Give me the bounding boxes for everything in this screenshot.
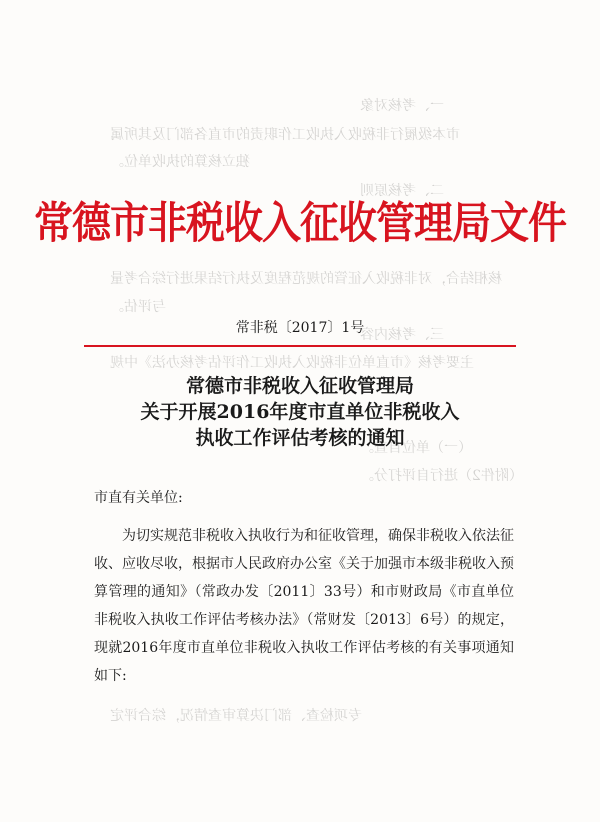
red-separator-line <box>84 345 516 347</box>
bleed-through-text: 主要考核《市直单位非税收入执收工作评估考核办法》中规 <box>110 355 474 371</box>
notice-title-line: 执收工作评估考核的通知 <box>195 427 405 449</box>
bleed-through-text: （附件2）进行自评打分。 <box>360 468 523 484</box>
document-number: 常非税〔2017〕1号 <box>235 320 365 336</box>
notice-title-line: 常德市非税收入征收管理局 <box>185 375 414 397</box>
issuing-authority-header: 常德市非税收入征收管理局文件 <box>33 197 566 250</box>
notice-title <box>0 373 600 451</box>
bleed-through-text: 二、考核原则 <box>360 183 444 199</box>
bleed-through-text: 核相结合，对非税收入征管的规范程度及执行结果进行综合考量 <box>110 271 502 287</box>
notice-title-line: 关于开展2016年度市直单位非税收入 <box>140 401 460 423</box>
bleed-through-text: 独立核算的执收单位。 <box>110 154 250 170</box>
bleed-through-text: 与评估。 <box>110 299 166 315</box>
addressee: 市直有关单位: <box>94 490 183 506</box>
bleed-through-text: 三、考核内容 <box>360 327 444 343</box>
bleed-through-text: 一、考核对象 <box>360 98 444 114</box>
bleed-through-text: 市本级履行非税收入执收工作职责的市直各部门及其所属 <box>110 127 460 143</box>
bleed-through-text: 专项检查、部门决算审查情况，综合评定 <box>110 708 362 724</box>
bleed-through-text: （一）单位自查。 <box>360 440 472 456</box>
body-paragraph: 为切实规范非税收入执收行为和征收管理，确保非税收入依法征收、应收尽收，根据市人民政府办公室《关于加强市本级非税收入预算管理的通知》（常政办发〔2011〕33号）和市财政局《市直单位非税收入执收工作评估考核办法》（常财发〔2013〕6号）的规定，现就2016年度市直单位非税收入执收工作评估考核的有关事项通知如下: <box>94 528 514 684</box>
